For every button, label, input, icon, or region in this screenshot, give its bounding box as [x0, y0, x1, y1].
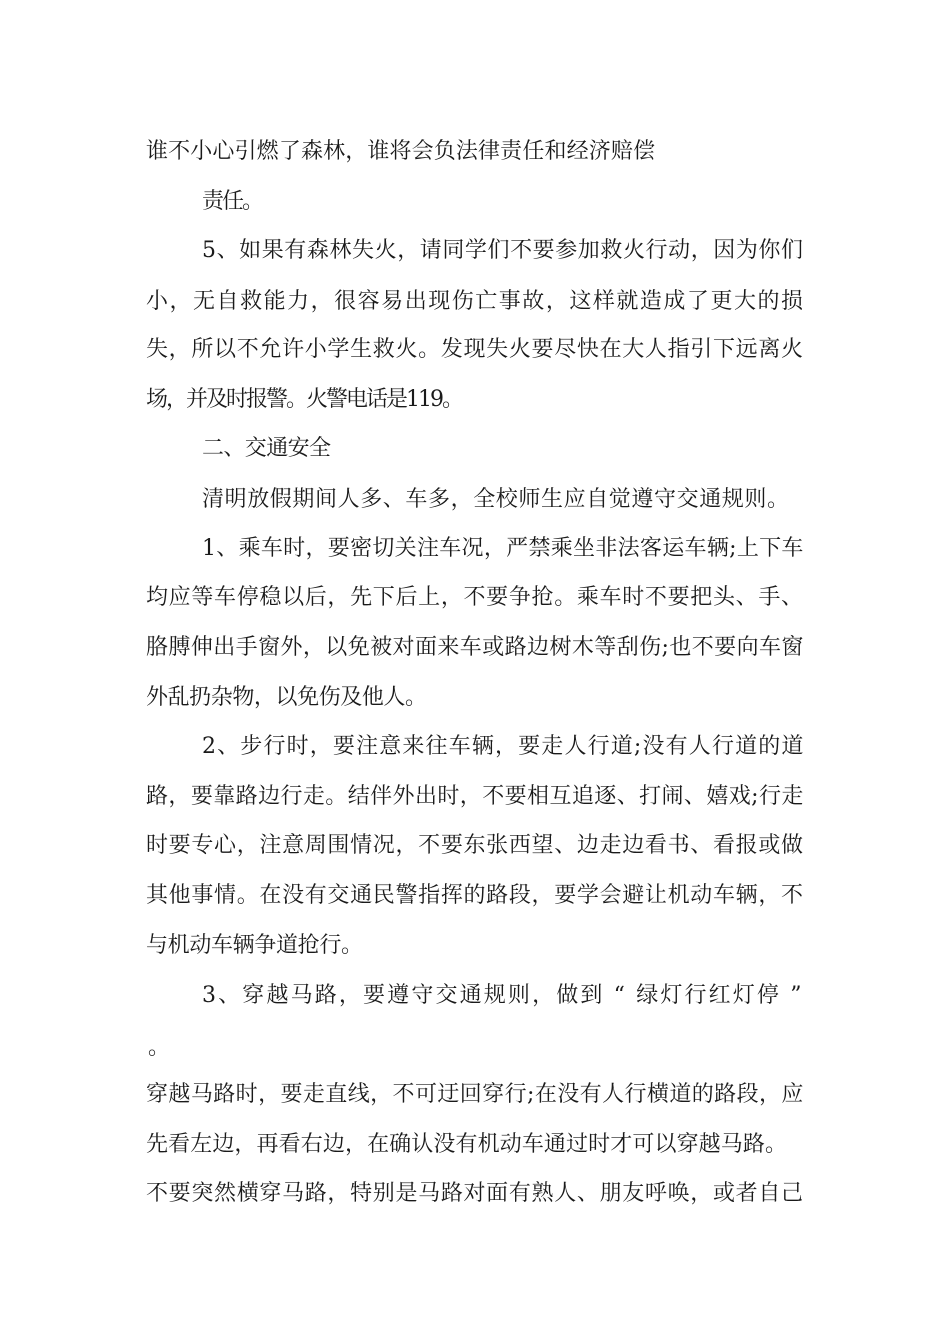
text-line: 外乱扔杂物，以免伤及他人。 [146, 685, 427, 710]
text-line: 谁不小心引燃了森林，谁将会负法律责任和经济赔偿 [146, 139, 656, 164]
text-line: 清明放假期间人多、车多，全校师生应自觉遵守交通规则。 [202, 487, 790, 512]
text-line: 时要专心，注意周围情况，不要东张西望、边走边看书、看报或做 [146, 833, 804, 858]
section-heading: 二、交通安全 [202, 436, 331, 461]
text-line: 均应等车停稳以后，先下后上，不要争抢。乘车时不要把头、手、 [146, 585, 804, 610]
text-line: 先看左边，再看右边，在确认没有机动车通过时才可以穿越马路。 [146, 1132, 788, 1157]
text-line: 2、步行时，要注意来往车辆，要走人行道;没有人行道的道 [202, 734, 805, 759]
text-line: 3、穿越马路，要遵守交通规则，做到 “ 绿灯行红灯停 ” [202, 983, 804, 1008]
text-line: 胳膊伸出手窗外，以免被对面来车或路边树木等刮伤;也不要向车窗 [146, 635, 804, 660]
text-line: 责任。 [202, 189, 263, 214]
text-line: 场，并及时报警。火警电话是119。 [146, 387, 462, 412]
text-line: 与机动车辆争道抢行。 [146, 933, 363, 958]
text-line: 失，所以不允许小学生救火。发现失火要尽快在大人指引下远离火 [146, 337, 804, 362]
text-line: 5、如果有森林失火，请同学们不要参加救火行动，因为你们 [202, 238, 804, 263]
text-line: 小，无自救能力，很容易出现伤亡事故，这样就造成了更大的损 [146, 289, 805, 314]
text-line: 路，要靠路边行走。结伴外出时，不要相互追逐、打闹、嬉戏;行走 [146, 784, 804, 809]
text-line: 穿越马路时，要走直线，不可迂回穿行;在没有人行横道的路段，应 [146, 1082, 804, 1107]
text-line: 不要突然横穿马路，特别是马路对面有熟人、朋友呼唤，或者自己 [146, 1181, 804, 1206]
text-line: 其他事情。在没有交通民警指挥的路段，要学会避让机动车辆，不 [146, 883, 804, 908]
text-line: 1、乘车时，要密切关注车况，严禁乘坐非法客运车辆;上下车 [202, 536, 804, 561]
text-line: 。 [148, 1035, 172, 1060]
